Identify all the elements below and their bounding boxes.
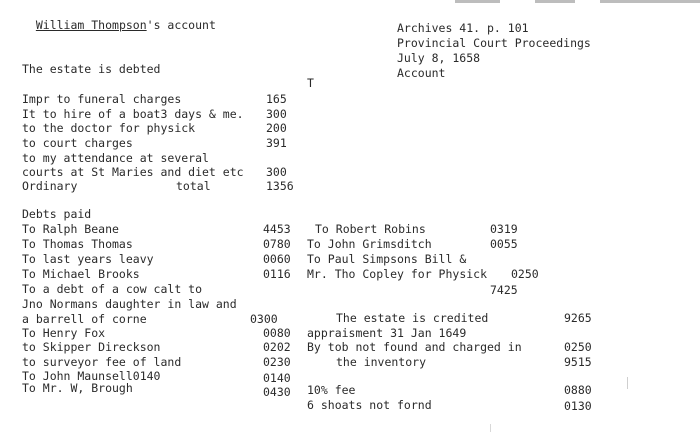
debt-amount: 300 [266, 165, 287, 179]
paid-amount: 0430 [263, 385, 291, 399]
debt-label: to my attendance at several [22, 151, 209, 165]
credit-line: By tob not found and charged in [307, 340, 522, 354]
paid-amount: 0780 [263, 237, 291, 251]
paid-label: To Mr. W, Brough [22, 381, 133, 395]
account-suffix: 's account [146, 18, 216, 32]
credit-line: appraisment 31 Jan 1649 [307, 326, 467, 340]
scan-speck [627, 377, 628, 389]
credit-line: the inventory [336, 355, 427, 369]
debts-paid-heading: Debts paid [22, 207, 92, 221]
credits-heading: The estate is credited [336, 311, 489, 325]
paid-amount: 0300 [250, 312, 278, 326]
paid-label: To John Maunsell0140 [22, 369, 161, 383]
debt-amount: 165 [266, 92, 287, 106]
shoats-label: 6 shoats not fornd [307, 398, 432, 412]
account-name: William Thompson [35, 18, 147, 32]
paid-amount: 0060 [263, 252, 291, 266]
paid-label: to surveyor fee of land [22, 355, 182, 369]
right-debt-label: To Robert Robins [315, 222, 426, 236]
credit-amount: 9515 [564, 355, 592, 369]
debts-heading: The estate is debted [22, 62, 161, 76]
fee-label: 10% fee [307, 383, 356, 397]
paid-label: To Ralph Beane [22, 222, 119, 236]
paid-amount: 0080 [263, 326, 291, 340]
paid-label: To Michael Brooks [22, 267, 140, 281]
debt-amount: 391 [266, 136, 287, 150]
shoats-amount: 0130 [564, 399, 592, 413]
paid-label: To a debt of a cow calt to [22, 282, 203, 296]
paid-label: Jno Normans daughter in law and [22, 297, 237, 311]
paid-amount: 0116 [263, 267, 291, 281]
debt-label: to the doctor for physick [22, 121, 196, 135]
right-debt-label: Mr. Tho Copley for Physick [307, 267, 488, 281]
debt-label: to court charges [22, 136, 133, 150]
account-title [22, 4, 216, 32]
paid-amount: 0230 [263, 355, 291, 369]
reference-line: Provincial Court Proceedings [397, 36, 591, 50]
fee-amount: 0880 [564, 383, 592, 397]
right-debt-label: To John Grimsditch [307, 237, 432, 251]
total-amount: 1356 [266, 179, 294, 193]
right-debt-subtotal: 7425 [490, 283, 518, 297]
paid-label: To Thomas Thomas [22, 237, 133, 251]
credits-heading-amount: 9265 [564, 311, 592, 325]
paid-label: To Henry Fox [22, 326, 106, 340]
ordinary-label: Ordinary [22, 179, 78, 193]
paid-label: to Skipper Direckson [22, 340, 161, 354]
paid-amount: 0140 [263, 371, 291, 385]
right-debt-amount: 0055 [490, 237, 518, 251]
reference-line: July 8, 1658 [397, 51, 481, 65]
paid-label: a barrell of corne [22, 312, 147, 326]
marker-letter: T [307, 76, 314, 90]
reference-line: Archives 41. p. 101 [397, 21, 529, 35]
debt-label: courts at St Maries and diet etc [22, 165, 244, 179]
debt-label: It to hire of a boat3 days & me. [22, 107, 244, 121]
credit-amount: 0250 [564, 340, 592, 354]
right-debt-label: To Paul Simpsons Bill & [307, 252, 467, 266]
paid-amount: 4453 [263, 222, 291, 236]
scan-mark [600, 0, 700, 3]
reference-line: Account [397, 66, 446, 80]
debt-amount: 300 [266, 107, 287, 121]
total-label: total [176, 179, 211, 193]
scan-speck [490, 424, 491, 432]
paid-amount: 0202 [263, 340, 291, 354]
scan-mark [535, 0, 575, 3]
right-debt-amount: 0250 [511, 267, 539, 281]
debt-label: Impr to funeral charges [22, 92, 182, 106]
debt-amount: 200 [266, 121, 287, 135]
right-debt-amount: 0319 [490, 222, 518, 236]
scan-mark [455, 0, 500, 3]
paid-label: To last years leavy [22, 252, 154, 266]
